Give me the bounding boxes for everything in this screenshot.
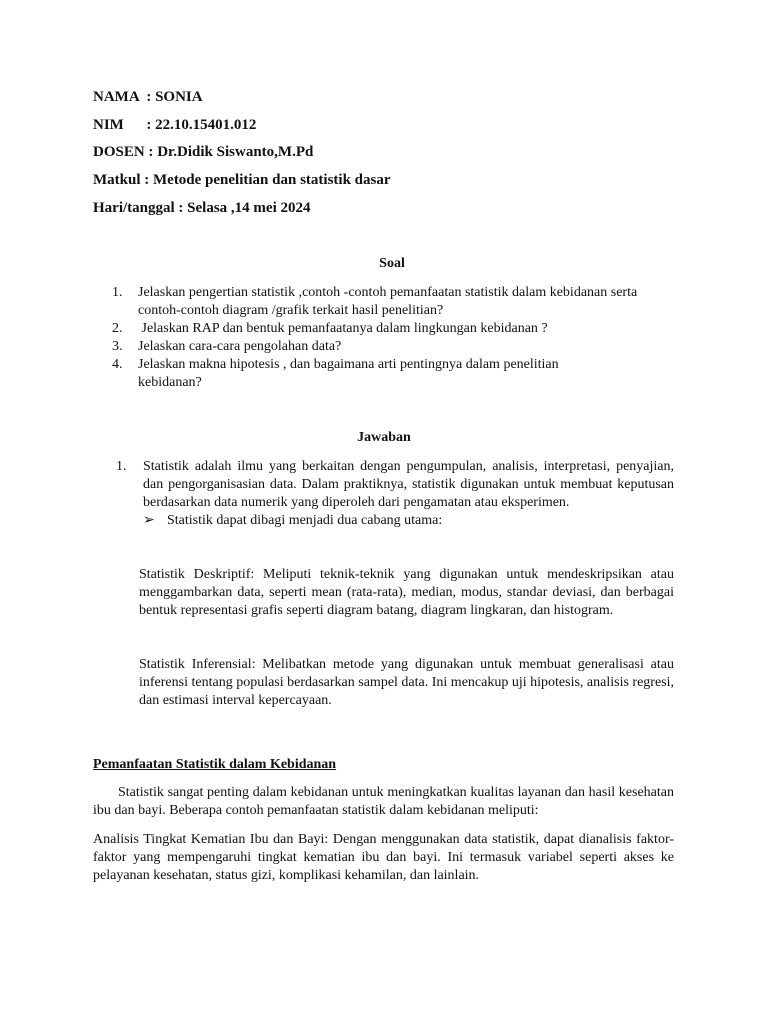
jawaban-heading: Jawaban xyxy=(357,430,411,445)
answer-number: 1. xyxy=(116,459,127,474)
dosen-label: DOSEN : xyxy=(93,144,158,160)
header-nama xyxy=(93,88,203,106)
answer-item xyxy=(116,458,674,512)
answer-list xyxy=(116,458,674,530)
question-number: 2. xyxy=(112,321,123,336)
hari-label: Hari/tanggal : xyxy=(93,200,188,216)
matkul-value: Metode penelitian dan statistik dasar xyxy=(153,172,391,188)
section-title: Pemanfaatan Statistik dalam Kebidanan xyxy=(93,757,337,772)
question-list xyxy=(112,284,672,392)
header-nim xyxy=(93,116,256,134)
hari-value: Selasa ,14 mei 2024 xyxy=(187,200,311,216)
pemanfaatan-paragraph: Statistik sangat penting dalam kebidanan untuk meningkatkan kualitas layanan dan hasil kesehatan ibu dan bayi. Beberapa contoh pemanfaatan statistik dalam kebidanan meliputi: xyxy=(93,785,674,818)
arrow-bullet-icon: ➢ xyxy=(143,513,155,528)
header-matkul xyxy=(93,171,391,189)
nim-label: NIM : xyxy=(93,117,156,133)
question-text: Jelaskan cara-cara pengolahan data? xyxy=(138,339,342,354)
question-item xyxy=(112,284,672,320)
question-text: Jelaskan pengertian statistik ,contoh -contoh pemanfaatan statistik dalam kebidanan serta contoh-contoh diagram /grafik terkait hasil penelitian? xyxy=(138,285,638,318)
nama-value: SONIA xyxy=(155,89,203,105)
statistik-inferensial-paragraph: Statistik Inferensial: Melibatkan metode yang digunakan untuk membuat generalisasi atau inferensi tentang populasi berdasarkan sampel data. Ini mencakup uji hipotesis, analisis regresi, dan estimasi interval kepercayaan. xyxy=(139,657,674,708)
header-dosen xyxy=(93,143,313,161)
question-number: 4. xyxy=(112,357,123,372)
matkul-label: Matkul : xyxy=(93,172,153,188)
dosen-value: Dr.Didik Siswanto,M.Pd xyxy=(157,144,314,160)
statistik-deskriptif-paragraph: Statistik Deskriptif: Meliputi teknik-teknik yang digunakan untuk mendeskripsikan atau menggambarkan data, seperti mean (rata-rata), median, modus, standar deviasi, dan berbagai bentuk representasi grafis seperti diagram batang, diagram lingkaran, dan histogram. xyxy=(139,567,674,618)
question-item xyxy=(112,320,672,338)
bullet-item xyxy=(116,512,674,530)
question-number: 3. xyxy=(112,339,123,354)
nama-label: NAMA : xyxy=(93,89,156,105)
question-item xyxy=(112,356,672,392)
question-item xyxy=(112,338,672,356)
answer-text: Statistik adalah ilmu yang berkaitan dengan pengumpulan, analisis, interpretasi, penyajian, dan pengorganisasian data. Dalam praktiknya, statistik digunakan untuk membuat keputusan berdasarkan data numerik yang diperoleh dari pengamatan atau eksperimen. xyxy=(143,459,674,510)
question-text: Jelaskan makna hipotesis , dan bagaimana arti pentingnya dalam penelitian kebidanan? xyxy=(138,357,559,390)
question-number: 1. xyxy=(112,285,123,300)
header-hari-tanggal xyxy=(93,199,311,217)
bullet-text: Statistik dapat dibagi menjadi dua cabang utama: xyxy=(167,513,443,528)
question-text: Jelaskan RAP dan bentuk pemanfaatanya dalam lingkungan kebidanan ? xyxy=(138,321,548,336)
nim-value: 22.10.15401.012 xyxy=(155,117,257,133)
soal-heading: Soal xyxy=(379,256,405,271)
analisis-paragraph: Analisis Tingkat Kematian Ibu dan Bayi: Dengan menggunakan data statistik, dapat dianalisis faktor-faktor yang mempengaruhi tingkat kematian ibu dan bayi. Ini termasuk variabel seperti akses ke pelayanan kesehatan, status gizi, komplikasi kehamilan, dan lainlain. xyxy=(93,832,674,883)
